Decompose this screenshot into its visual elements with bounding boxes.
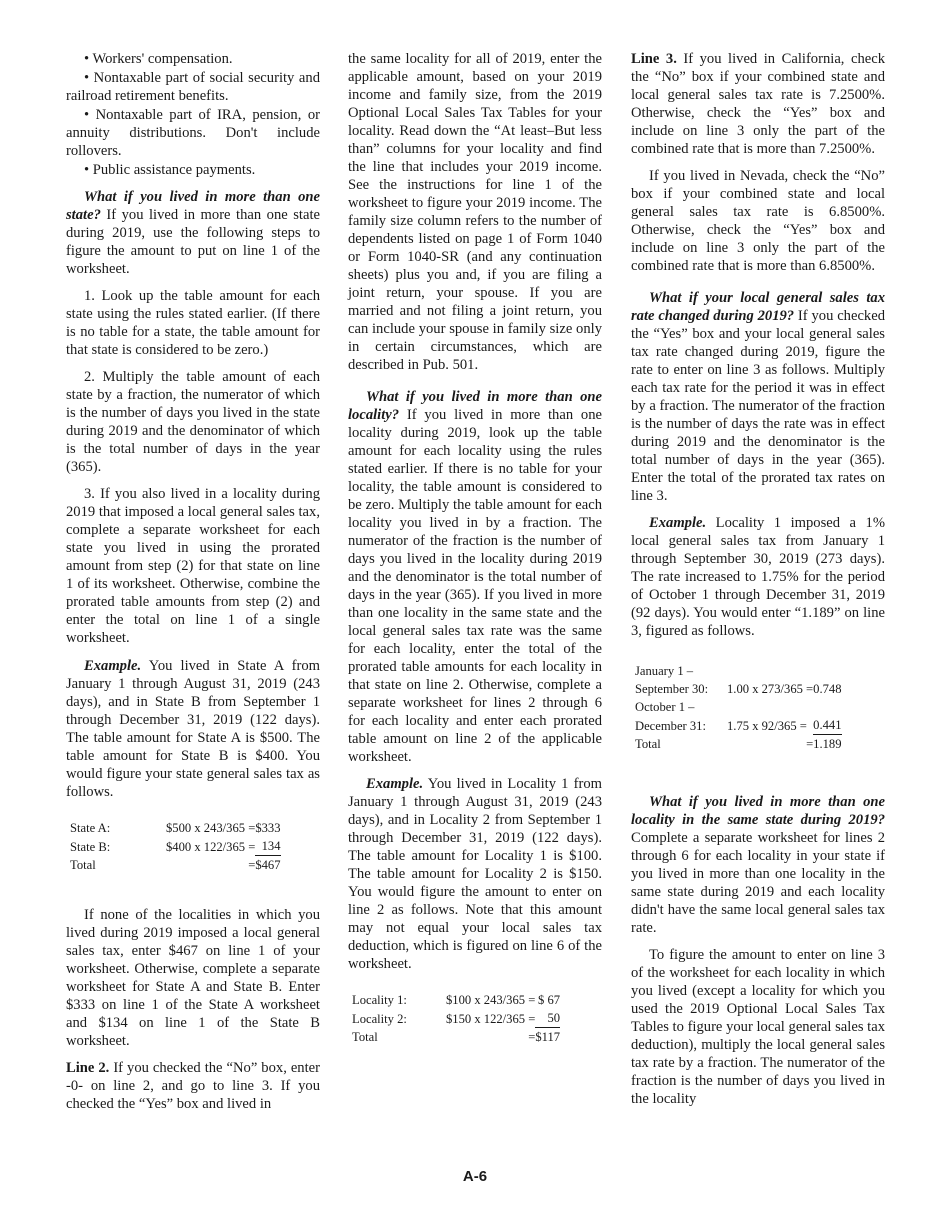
bullet-item: • Nontaxable part of social security and railroad retirement benefits. <box>66 70 320 104</box>
state-example-paragraph: Example. You lived in State A from January 1 through August 31, 2019 (243 days), and in State B from September 1 through December 31, 2019 (122 days). The table amount for State A is $500. The table amount for State B is $400. You would figure your state general sales tax as follows. <box>66 658 320 800</box>
column-2 <box>348 50 602 1078</box>
calc-row: State B: $400 x 122/365 = 134 <box>70 839 281 854</box>
page-number: A-6 <box>462 1168 488 1185</box>
bullet-item: • Nontaxable part of IRA, pension, or annuity distributions. Don't include rollovers. <box>66 107 320 159</box>
calc-row: January 1 – <box>635 664 694 678</box>
example-heading: Example. <box>366 776 424 792</box>
step-1: 1. Look up the table amount for each state using the rules stated earlier. (If there is no table for a state, the table amount for that state is considered to be zero.) <box>66 288 320 358</box>
calc-total-row: Total = $467 <box>70 858 281 872</box>
example-heading: Example. <box>84 658 142 674</box>
calc-row: Locality 1: $100 x 243/365 = $ 67 <box>352 993 561 1007</box>
line-2-heading: Line 2. <box>66 1060 110 1076</box>
state-tax-calculation <box>70 819 281 874</box>
line-2-paragraph: Line 2. If you checked the “No” box, enter -0- on line 2, and go to line 3. If you checked the “Yes” box and lived in <box>66 1060 320 1112</box>
rate-calculation <box>635 662 842 753</box>
line-3-paragraph: Line 3. If you lived in California, check the “No” box if your combined state and local general sales tax rate is 7.2500%. Otherwise, check the “Yes” box and include on line 3 only the part of the combined rate that is more than 7.2500%. <box>631 51 885 157</box>
column-3 <box>631 50 885 1117</box>
none-localities-paragraph: If none of the localities in which you lived during 2019 imposed a local general sales tax, enter $467 on line 1 of your worksheet. Otherwise, complete a separate worksheet for State A and State B. Enter $333 on line 1 of the State A worksheet and $134 on line 1 of the State B worksheet. <box>66 907 320 1049</box>
calc-row: December 31: 1.75 x 92/365 = 0.441 <box>635 718 842 733</box>
step-3: 3. If you also lived in a locality during 2019 that imposed a local general sales tax, complete a separate worksheet for each state you lived in using the prorated amount from step (2) for that state on line 1 of its worksheet. Otherwise, combine the prorated table amounts from step (2) and enter the total on line 1 of a single worksheet. <box>66 486 320 646</box>
calc-row: October 1 – <box>635 700 695 714</box>
figure-amount-paragraph: To figure the amount to enter on line 3 of the worksheet for each locality in which you lived (except a locality for which you used the 2019 Optional Local Sales Tax Tables to figure your local general sales tax deduction), multiply the local general sales tax rate by a fraction. The numerator of the fraction is the number of days you lived in the locality <box>631 947 885 1107</box>
more-than-one-locality-paragraph: What if you lived in more than one locality? If you lived in more than one locality during 2019, look up the table amount for each locality using the rules stated earlier. If there is no table for your locality, the table amount is considered to be zero. Multiply the table amount for each locality you lived in by a fraction. The numerator of the fraction is the number of days you lived in the locality during 2019 and the denominator is the total number of days in the year (365). If you lived in more than one locality in the same state and the local general sales tax rate was the same for each locality, enter the total of the prorated table amounts for each locality in that state on line 2. Otherwise, complete a separate worksheet for lines 2 through 6 for each locality and enter each prorated table amount on line 2 of the applicable worksheet. <box>348 389 602 765</box>
more-than-one-locality-heading: What if you lived in more than one locality? <box>348 389 602 423</box>
rate-changed-heading: What if your local general sales tax rate changed during 2019? <box>631 290 885 324</box>
nevada-paragraph: If you lived in Nevada, check the “No” box if your combined state and local general sales tax rate is 6.8500%. Otherwise, check the “Yes” box and include on line 3 only the part of the combined rate that is more than 6.8500%. <box>631 168 885 274</box>
example-heading: Example. <box>649 515 707 531</box>
calc-total-row: Total = $117 <box>352 1030 561 1044</box>
same-state-paragraph: What if you lived in more than one locality in the same state during 2019? Complete a separate worksheet for lines 2 through 6 for each locality in your state if you lived in more than one locality in the same state during 2019 and each locality didn't have the same local general sales tax rate. <box>631 794 885 936</box>
calc-row: September 30: 1.00 x 273/365 = 0.748 <box>635 682 842 696</box>
bullet-item: • Public assistance payments. <box>84 162 256 178</box>
locality-example-paragraph: Example. You lived in Locality 1 from January 1 through August 31, 2019 (243 days), and in Locality 2 from September 1 through December 31, 2019 (122 days). The table amount for Locality 1 is $100. The table amount for Locality 2 is $150. You would figure the amount to enter on line 2 as follows. Note that this amount may not equal your local sales tax deduction, which is figured on line 6 of the worksheet. <box>348 776 602 972</box>
column-1 <box>66 50 320 1122</box>
same-state-heading: What if you lived in more than one locality in the same state during 2019? <box>631 794 885 828</box>
calc-row: State A: $500 x 243/365 = $333 <box>70 821 281 835</box>
line-2-continued-paragraph: the same locality for all of 2019, enter the applicable amount, based on your 2019 income and family size, from the 2019 Optional Local Sales Tax Tables for your locality. Read down the “At least–But less than” columns for your locality and find the line that includes your 2019 income. See the instructions for line 1 of the worksheet to figure your 2019 income. The family size column refers to the number of dependents listed on page 1 of Form 1040 or Form 1040-SR (and any continuation sheets) plus you and, if you are filing a joint return, your spouse. If you are married and not filing a joint return, you can include your spouse in family size only in certain circumstances, which are described in Pub. 501. <box>348 51 602 373</box>
step-2: 2. Multiply the table amount of each state by a fraction, the numerator of which is the number of days you lived in the state during 2019 and the denominator of which is the total number of days in the year (365). <box>66 369 320 475</box>
calc-row: Locality 2: $150 x 122/365 = 50 <box>352 1011 561 1026</box>
rate-example-paragraph: Example. Locality 1 imposed a 1% local general sales tax from January 1 through September 30, 2019 (273 days). The rate increased to 1.75% for the period of October 1 through December 31, 2019 (92 days). You would enter “1.189” on line 3, figured as follows. <box>631 515 885 639</box>
line-3-heading: Line 3. <box>631 51 677 67</box>
calc-total-row: Total = 1.189 <box>635 737 842 751</box>
bullet-item: • Workers' compensation. <box>84 51 233 67</box>
more-than-one-state-paragraph: What if you lived in more than one state? If you lived in more than one state during 2019, use the following steps to figure the amount to put on line 1 of the worksheet. <box>66 189 320 277</box>
more-than-one-state-heading: What if you lived in more than one state? <box>66 189 320 223</box>
rate-changed-paragraph: What if your local general sales tax rate changed during 2019? If you checked the “Yes” box and your local general sales tax rate changed during 2019, figure the rate to enter on line 3 as follows. Multiply each tax rate for the period it was in effect by a fraction. The numerator of the fraction is the number of days the rate was in effect during 2019 and the denominator is the total number of days in the year (365). Enter the total of the prorated tax rates on line 3. <box>631 290 885 504</box>
locality-calculation <box>352 991 560 1046</box>
